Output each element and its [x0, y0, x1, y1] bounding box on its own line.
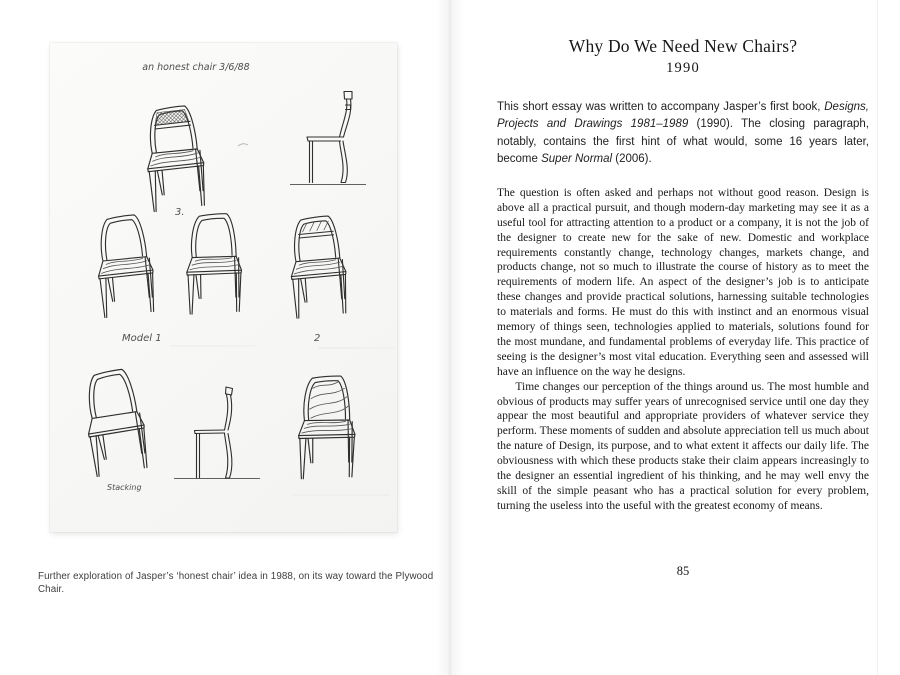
sketch-handwritten-title: an honest chair 3/6/88 — [142, 62, 250, 73]
figure-caption: Further exploration of Jasper’s ‘honest chair’ idea in 1988, on its way toward the Plywood Chair. — [38, 571, 434, 595]
chair-top-hatched-back — [145, 105, 207, 212]
text-column — [497, 36, 869, 514]
intro-text: (2006). — [612, 153, 652, 166]
right-page — [450, 0, 900, 675]
intro-paragraph — [497, 99, 869, 169]
chair-middle-3 — [289, 216, 347, 319]
essay-year: 1990 — [666, 60, 700, 76]
page-number: 85 — [676, 564, 690, 578]
book-title-italic: Super Normal — [541, 153, 613, 166]
honest-chair-sketch-drawing — [50, 43, 397, 532]
essay-title: Why Do We Need New Chairs? — [568, 36, 798, 56]
body-paragraph: The question is often asked and perhaps not without good reason. Design is above all a practical pursuit, and though modern-day marketing may see it as a useful tool for attracting attention to a product or a company, it is not the job of the designer to create new for the sake of new. Domestic and workplace requirements constantly change, technology changes, markets change, and products change, not so much to illustrate the course of history as to meet the requirements of modern life. An aspect of the designer’s job is to anticipate these changes and provide practical solutions, harnessing suitable technologies to materials and forms. He must do this with instinct and an enormous visual memory of things seen, technologies applied to materials, solutions found for the most mundane, and fundamental problems of everyday life. This practice of seeing is the designer’s most vital education. Everything seen and assessed will have an influence on the way he designs. — [497, 186, 869, 378]
chair-bottom-stacking — [82, 368, 149, 477]
sketch-label-model1: Model 1 — [122, 333, 162, 344]
chair-bottom-side-view — [174, 387, 260, 479]
intro-text: This short essay was written to accompany Jasper’s first book, — [497, 101, 825, 113]
pen-squiggle — [238, 144, 248, 146]
body-paragraph: Time changes our perception of the things around us. The most humble and obvious of products may suffer years of unrecognised service until one day they appear the most beautiful and appropriate providers of whatever service they perform. These moments of sudden and absolute appreciation tell us much about the nature of Design, its purpose, and to what extent it affects our daily life. The obviousness with which these products stake their claim appears increasingly to the designer an essential ingredient of his thinking, and he may well envy the skill of the simple peasant who has a practical solution for every problem, turning the useless into the useful with the greatest economy of means. — [497, 380, 869, 512]
sketch-label-stacking: Stacking — [107, 483, 142, 492]
chair-bottom-striped — [297, 375, 357, 481]
paper-crease-marks — [108, 346, 394, 532]
sketch-figure — [50, 43, 397, 532]
chair-top-side-view — [290, 92, 366, 185]
page-edge-line — [877, 0, 878, 675]
sketch-label-three: 3. — [175, 207, 185, 218]
chair-middle-2 — [186, 213, 242, 315]
essay-body — [497, 186, 869, 514]
sketch-label-model2: 2 — [314, 333, 321, 344]
intro-text: (1990). The closing paragraph, notably, contains the first hint of what would, some 16 years later, become — [497, 118, 870, 166]
chair-middle-1 — [96, 214, 156, 318]
book-title-italic: Designs, Projects and Drawings 1981–1989 — [497, 101, 869, 131]
